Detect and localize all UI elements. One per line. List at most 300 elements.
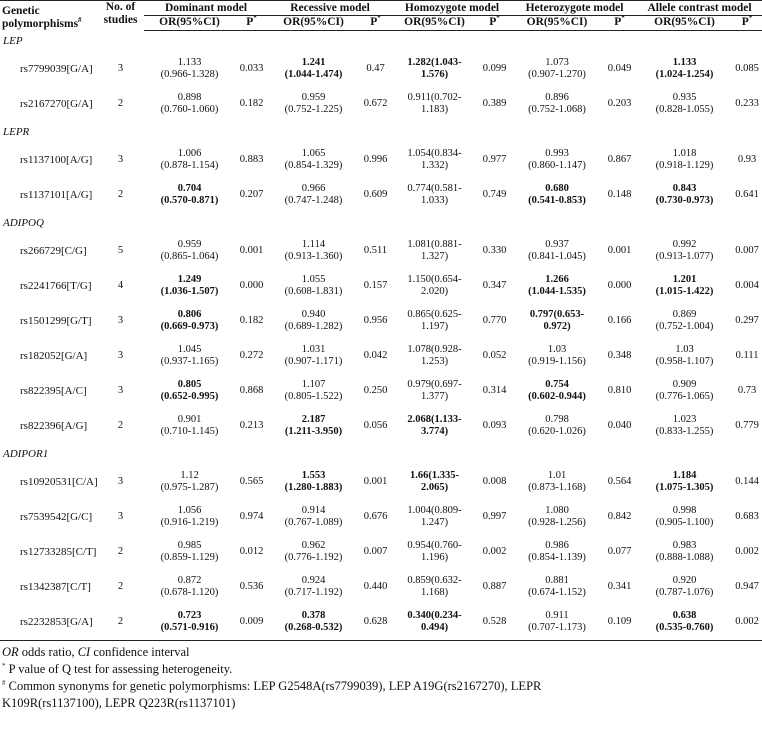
odds-ratio-value: 1.249: [177, 274, 202, 285]
p-value-cell: 0.749: [482, 188, 507, 200]
odds-ratio-cell: [144, 409, 235, 444]
confidence-interval: (0.608-1.831): [284, 286, 343, 297]
odds-ratio-cell: [144, 465, 235, 500]
odds-ratio-value: 0.998: [672, 505, 697, 516]
confidence-interval: (0.841-1.045): [528, 251, 586, 262]
table-row: [0, 178, 762, 213]
odds-ratio-value: 2.187: [301, 414, 326, 425]
odds-ratio-cell: [512, 374, 602, 409]
odds-ratio-cell: [144, 605, 235, 641]
odds-ratio-cell: [637, 269, 732, 304]
odds-ratio-cell: [637, 605, 732, 641]
confidence-interval: (0.913-1.360): [284, 251, 343, 262]
table-row: [0, 143, 762, 178]
odds-ratio-value: 0.993: [545, 148, 569, 159]
odds-ratio-value: 1.056: [177, 505, 202, 516]
odds-ratio-value: 1.184: [672, 470, 697, 481]
snp-id: rs266729[C/G]: [20, 244, 87, 257]
footnote-synonyms-continued: K109R(rs1137100), LEPR Q223R(rs1137101): [2, 695, 236, 710]
odds-ratio-cell: [392, 178, 477, 213]
odds-ratio-cell: [392, 500, 477, 535]
odds-ratio-cell: [144, 178, 235, 213]
p-value-cell: 0.056: [363, 419, 388, 431]
odds-ratio-value: 1.133: [672, 57, 697, 68]
table-row: [0, 304, 762, 339]
odds-ratio-cell: [512, 178, 602, 213]
p-value-cell: 0.002: [482, 545, 507, 557]
odds-ratio-value: 0.881: [545, 575, 569, 586]
odds-ratio-cell: [268, 339, 359, 374]
confidence-interval: (0.707-1.173): [528, 622, 586, 633]
study-count: 3: [117, 62, 124, 74]
odds-ratio-cell: [637, 178, 732, 213]
p-value-cell: 0.868: [239, 384, 264, 396]
snp-id: rs10920531[C/A]: [20, 475, 98, 488]
odds-ratio-cell: [144, 374, 235, 409]
odds-ratio-value: 0.638: [672, 610, 697, 621]
column-header-dominant-model: Dominant model: [144, 1, 268, 16]
p-value-cell: 0.389: [482, 97, 507, 109]
p-value-cell: 0.002: [735, 545, 759, 557]
p-value-cell: 0.250: [363, 384, 388, 396]
gene-name: ADIPOQ: [3, 216, 44, 229]
odds-ratio-cell: [144, 339, 235, 374]
p-value-cell: 0.536: [239, 580, 264, 592]
column-header-no-of-studies: No. of studies: [103, 1, 138, 26]
snp-id: rs12733285[C/T]: [20, 545, 97, 558]
snp-id: rs7799039[G/A]: [20, 62, 93, 75]
p-value-cell: 0.111: [735, 349, 759, 361]
odds-ratio-value: 0.806: [177, 309, 202, 320]
footnote-heterogeneity: * P value of Q test for assessing heterogeneity.: [2, 661, 233, 676]
odds-ratio-value: 1.073: [545, 57, 569, 68]
snp-id: rs182052[G/A]: [20, 349, 88, 362]
confidence-interval: (0.916-1.219): [160, 517, 219, 528]
p-value-cell: 0.001: [363, 475, 388, 487]
snp-id: rs2241766[T/G]: [20, 279, 92, 292]
odds-ratio-value: 0.797(0.653-: [529, 309, 585, 320]
odds-ratio-value: 0.983: [672, 540, 697, 551]
p-value-cell: 0.042: [363, 349, 388, 361]
study-count: 3: [117, 510, 124, 522]
gene-name: LEPR: [3, 125, 30, 138]
p-value-cell: 0.347: [482, 279, 507, 291]
odds-ratio-value: 1.01: [547, 470, 567, 481]
p-value-cell: 0.008: [482, 475, 507, 487]
odds-ratio-value: 0.940: [301, 309, 326, 320]
study-count: 2: [117, 545, 124, 557]
column-header-p-value: P*: [359, 15, 392, 30]
confidence-interval: (0.747-1.248): [284, 195, 343, 206]
confidence-interval: (0.873-1.168): [528, 482, 586, 493]
confidence-interval: (0.669-0.973): [160, 321, 219, 332]
odds-ratio-cell: [512, 304, 602, 339]
table-row: [0, 605, 762, 641]
odds-ratio-cell: [637, 234, 732, 269]
odds-ratio-cell: [392, 87, 477, 122]
odds-ratio-value: 0.859(0.632-: [407, 575, 462, 586]
footnote-def-ci: confidence interval: [90, 644, 190, 659]
odds-ratio-value: 0.911: [545, 610, 569, 621]
confidence-interval: (0.620-1.026): [528, 426, 586, 437]
confidence-interval: (0.776-1.065): [655, 391, 714, 402]
table-row: [0, 409, 762, 444]
p-value-cell: 0.956: [363, 314, 388, 326]
confidence-interval: (0.865-1.064): [160, 251, 219, 262]
table-body: [0, 30, 762, 640]
odds-ratio-cell: [144, 304, 235, 339]
p-value-cell: 0.609: [363, 188, 388, 200]
odds-ratio-cell: [512, 570, 602, 605]
confidence-interval: (0.689-1.282): [284, 321, 343, 332]
odds-ratio-cell: [512, 605, 602, 641]
confidence-interval: (0.571-0.916): [160, 622, 219, 633]
confidence-interval: 1.332): [420, 160, 449, 171]
confidence-interval: 2.065): [420, 482, 449, 493]
column-header-genetic-polymorphisms: Genetic polymorphisms#: [2, 5, 82, 30]
odds-ratio-cell: [512, 535, 602, 570]
odds-ratio-value: 1.107: [301, 379, 326, 390]
p-value-cell: 0.004: [735, 279, 759, 291]
p-value-cell: 0.033: [239, 62, 264, 74]
odds-ratio-value: 1.004(0.809-: [407, 505, 462, 516]
p-value-cell: 0.683: [735, 510, 759, 522]
table-row: [0, 500, 762, 535]
odds-ratio-value: 0.935: [672, 92, 697, 103]
snp-id: rs822396[A/G]: [20, 419, 88, 432]
gene-group-row: [0, 213, 762, 234]
odds-ratio-value: 1.282(1.043-: [407, 57, 462, 68]
odds-ratio-value: 1.023: [672, 414, 697, 425]
confidence-interval: 1.327): [420, 251, 449, 262]
gene-group-row: [0, 30, 762, 52]
odds-ratio-cell: [637, 52, 732, 87]
confidence-interval: (0.652-0.995): [160, 391, 219, 402]
table-row: [0, 535, 762, 570]
odds-ratio-cell: [637, 570, 732, 605]
study-count: 3: [117, 314, 124, 326]
confidence-interval: 1.576): [420, 69, 449, 80]
p-value-cell: 0.012: [239, 545, 264, 557]
p-value-cell: 0.297: [735, 314, 759, 326]
column-header-or-95ci: OR(95%CI): [637, 15, 732, 30]
odds-ratio-value: 0.920: [672, 575, 697, 586]
table-row: [0, 339, 762, 374]
p-value-cell: 0.099: [482, 62, 507, 74]
odds-ratio-cell: [144, 570, 235, 605]
odds-ratio-cell: [268, 605, 359, 641]
p-value-cell: 0.203: [607, 97, 632, 109]
odds-ratio-value: 1.031: [301, 344, 326, 355]
odds-ratio-value: 0.723: [177, 610, 202, 621]
confidence-interval: (1.211-3.950): [284, 426, 343, 437]
odds-ratio-value: 0.865(0.625-: [407, 309, 462, 320]
odds-ratio-value: 0.914: [301, 505, 326, 516]
odds-ratio-value: 0.985: [177, 540, 202, 551]
footnote-abbreviations: [2, 644, 698, 661]
odds-ratio-cell: [512, 500, 602, 535]
odds-ratio-value: 1.12: [180, 470, 199, 481]
confidence-interval: (0.878-1.154): [160, 160, 219, 171]
p-value-cell: 0.001: [607, 244, 632, 256]
study-count: 3: [117, 153, 124, 165]
odds-ratio-value: 1.006: [177, 148, 202, 159]
odds-ratio-value: 1.553: [301, 470, 326, 481]
snp-id: rs7539542[G/C]: [20, 510, 93, 523]
column-header-recessive-model: Recessive model: [268, 1, 392, 16]
table-row: [0, 465, 762, 500]
odds-ratio-cell: [144, 143, 235, 178]
p-value-cell: 0.077: [607, 545, 632, 557]
table-header-row: [0, 1, 762, 16]
odds-ratio-value: 1.018: [672, 148, 697, 159]
confidence-interval: (0.928-1.256): [528, 517, 586, 528]
odds-ratio-cell: [392, 570, 477, 605]
p-value-cell: 0.148: [607, 188, 632, 200]
odds-ratio-cell: [392, 374, 477, 409]
confidence-interval: 1.033): [420, 195, 449, 206]
p-value-cell: 0.166: [607, 314, 632, 326]
odds-ratio-value: 1.045: [177, 344, 202, 355]
odds-ratio-value: 0.805: [177, 379, 202, 390]
p-value-cell: 0.977: [482, 153, 507, 165]
odds-ratio-cell: [268, 465, 359, 500]
odds-ratio-cell: [637, 535, 732, 570]
p-value-cell: 0.528: [477, 605, 512, 641]
odds-ratio-value: 0.774(0.581-: [407, 183, 462, 194]
column-header-or-95ci: OR(95%CI): [144, 15, 235, 30]
p-value-cell: 0.348: [607, 349, 632, 361]
confidence-interval: (1.044-1.535): [528, 286, 586, 297]
odds-ratio-value: 2.068(1.133-: [407, 414, 462, 425]
gene-group-row: [0, 122, 762, 143]
confidence-interval: (0.787-1.076): [655, 587, 714, 598]
confidence-interval: (0.907-1.171): [284, 356, 343, 367]
study-count: 3: [117, 349, 124, 361]
p-value-cell: 0.007: [735, 244, 759, 256]
confidence-interval: (0.730-0.973): [655, 195, 714, 206]
p-value-cell: 0.887: [482, 580, 507, 592]
study-count: 4: [117, 279, 124, 291]
odds-ratio-cell: [392, 605, 477, 641]
column-header-p-value: P*: [235, 15, 268, 30]
confidence-interval: 1.197): [420, 321, 449, 332]
p-value-cell: 0.676: [363, 510, 388, 522]
confidence-interval: (0.752-1.068): [528, 104, 586, 115]
odds-ratio-cell: [512, 87, 602, 122]
p-value-cell: 0.314: [482, 384, 507, 396]
odds-ratio-value: 1.150(0.654-: [407, 274, 462, 285]
confidence-interval: (0.918-1.129): [655, 160, 714, 171]
odds-ratio-cell: [144, 52, 235, 87]
study-count: 3: [117, 384, 124, 396]
confidence-interval: (0.937-1.165): [160, 356, 219, 367]
odds-ratio-cell: [268, 500, 359, 535]
column-header-p-value: P*: [732, 15, 762, 30]
odds-ratio-value: 1.065: [301, 148, 326, 159]
p-value-cell: 0.842: [607, 510, 632, 522]
p-value-cell: 0.109: [602, 605, 637, 641]
odds-ratio-value: 0.896: [545, 92, 569, 103]
confidence-interval: 1.247): [420, 517, 449, 528]
gene-group-row: [0, 444, 762, 465]
odds-ratio-cell: [144, 87, 235, 122]
table-footnotes: [0, 641, 700, 712]
odds-ratio-cell: [637, 374, 732, 409]
odds-ratio-cell: [268, 374, 359, 409]
footnote-def-or: odds ratio,: [18, 644, 78, 659]
odds-ratio-value: 0.901: [177, 414, 202, 425]
odds-ratio-cell: [392, 409, 477, 444]
p-value-cell: 0.182: [239, 314, 264, 326]
odds-ratio-value: 1.201: [672, 274, 697, 285]
odds-ratio-value: 1.03: [547, 344, 567, 355]
snp-id: rs2232853[G/A]: [0, 605, 97, 641]
study-count: 5: [117, 244, 124, 256]
p-value-cell: 0.049: [607, 62, 632, 74]
confidence-interval: (1.044-1.474): [284, 69, 343, 80]
column-header-or-95ci: OR(95%CI): [512, 15, 602, 30]
p-value-cell: 0.770: [482, 314, 507, 326]
confidence-interval: (0.268-0.532): [284, 622, 343, 633]
snp-id: rs2167270[G/A]: [20, 97, 93, 110]
confidence-interval: (0.541-0.853): [528, 195, 586, 206]
p-value-cell: 0.73: [737, 384, 757, 396]
p-value-cell: 0.974: [239, 510, 264, 522]
odds-ratio-value: 0.986: [545, 540, 569, 551]
odds-ratio-cell: [512, 234, 602, 269]
odds-ratio-cell: [392, 52, 477, 87]
table-row: [0, 52, 762, 87]
confidence-interval: 3.774): [420, 426, 449, 437]
odds-ratio-value: 0.378: [301, 610, 326, 621]
odds-ratio-cell: [512, 465, 602, 500]
odds-ratio-value: 1.055: [301, 274, 326, 285]
odds-ratio-value: 0.937: [545, 239, 569, 250]
odds-ratio-cell: [268, 143, 359, 178]
confidence-interval: (0.859-1.129): [160, 552, 219, 563]
odds-ratio-cell: [144, 535, 235, 570]
odds-ratio-cell: [144, 234, 235, 269]
p-value-cell: 0.511: [363, 244, 388, 256]
odds-ratio-cell: [637, 339, 732, 374]
odds-ratio-value: 0.872: [177, 575, 202, 586]
odds-ratio-cell: [392, 465, 477, 500]
odds-ratio-cell: [637, 409, 732, 444]
footnote-term-or: OR: [2, 644, 19, 659]
snp-id: rs1137100[A/G]: [20, 153, 93, 166]
odds-ratio-cell: [392, 234, 477, 269]
confidence-interval: (0.710-1.145): [160, 426, 219, 437]
confidence-interval: (0.678-1.120): [160, 587, 219, 598]
p-value-cell: 0.564: [607, 475, 632, 487]
odds-ratio-cell: [268, 570, 359, 605]
confidence-interval: 1.377): [420, 391, 449, 402]
confidence-interval: (0.905-1.100): [655, 517, 714, 528]
confidence-interval: (0.535-0.760): [655, 622, 714, 633]
confidence-interval: (0.752-1.004): [655, 321, 714, 332]
p-value-cell: 0.207: [239, 188, 264, 200]
odds-ratio-value: 1.114: [301, 239, 326, 250]
footnote-term-ci: CI: [77, 644, 91, 659]
odds-ratio-cell: [637, 87, 732, 122]
odds-ratio-cell: [637, 304, 732, 339]
odds-ratio-cell: [637, 500, 732, 535]
odds-ratio-cell: [268, 535, 359, 570]
odds-ratio-value: 1.133: [177, 57, 202, 68]
p-value-cell: 0.233: [735, 97, 759, 109]
p-value-cell: 0.628: [359, 605, 392, 641]
column-header-p-value: P*: [602, 15, 637, 30]
study-count: 2: [117, 580, 124, 592]
odds-ratio-cell: [268, 52, 359, 87]
odds-ratio-cell: [512, 143, 602, 178]
odds-ratio-value: 1.266: [545, 274, 569, 285]
p-value-cell: 0.213: [239, 419, 264, 431]
p-value-cell: 0.093: [482, 419, 507, 431]
confidence-interval: (0.913-1.077): [655, 251, 714, 262]
p-value-cell: 0.996: [363, 153, 388, 165]
confidence-interval: 1.196): [420, 552, 449, 563]
confidence-interval: (0.767-1.089): [284, 517, 343, 528]
confidence-interval: (1.015-1.422): [655, 286, 714, 297]
p-value-cell: 0.001: [239, 244, 264, 256]
odds-ratio-value: 1.66(1.335-: [410, 470, 460, 481]
p-value-cell: 0.440: [363, 580, 388, 592]
odds-ratio-cell: [512, 409, 602, 444]
confidence-interval: (0.717-1.192): [284, 587, 343, 598]
confidence-interval: 1.183): [420, 104, 449, 115]
p-value-cell: 0.007: [363, 545, 388, 557]
column-header-or-95ci: OR(95%CI): [392, 15, 477, 30]
odds-ratio-cell: [268, 304, 359, 339]
p-value-cell: 0.157: [363, 279, 388, 291]
gene-name: LEP: [3, 34, 23, 47]
confidence-interval: 0.494): [420, 622, 449, 633]
odds-ratio-value: 0.680: [545, 183, 569, 194]
odds-ratio-value: 0.798: [545, 414, 569, 425]
odds-ratio-value: 1.241: [301, 57, 326, 68]
study-count: 2: [117, 188, 124, 200]
column-header-heterozygote-model: Heterozygote model: [512, 1, 637, 16]
odds-ratio-cell: [268, 178, 359, 213]
odds-ratio-cell: [392, 304, 477, 339]
p-value-cell: 0.330: [482, 244, 507, 256]
p-value-cell: 0.672: [363, 97, 388, 109]
odds-ratio-cell: [512, 52, 602, 87]
confidence-interval: (1.075-1.305): [655, 482, 714, 493]
confidence-interval: 1.253): [420, 356, 449, 367]
confidence-interval: (0.674-1.152): [528, 587, 586, 598]
odds-ratio-value: 0.992: [672, 239, 697, 250]
odds-ratio-value: 0.340(0.234-: [407, 610, 462, 621]
odds-ratio-value: 0.966: [301, 183, 326, 194]
confidence-interval: (0.888-1.088): [655, 552, 714, 563]
odds-ratio-cell: [512, 269, 602, 304]
snp-id: rs822395[A/C]: [20, 384, 87, 397]
p-value-cell: 0.000: [607, 279, 632, 291]
odds-ratio-value: 0.924: [301, 575, 326, 586]
p-value-cell: 0.883: [239, 153, 264, 165]
odds-ratio-cell: [637, 465, 732, 500]
confidence-interval: (0.919-1.156): [528, 356, 586, 367]
p-value-cell: 0.144: [735, 475, 759, 487]
p-value-cell: 0.272: [239, 349, 264, 361]
odds-ratio-cell: [268, 87, 359, 122]
odds-ratio-cell: [637, 143, 732, 178]
confidence-interval: (0.752-1.225): [284, 104, 343, 115]
confidence-interval: (0.907-1.270): [528, 69, 586, 80]
